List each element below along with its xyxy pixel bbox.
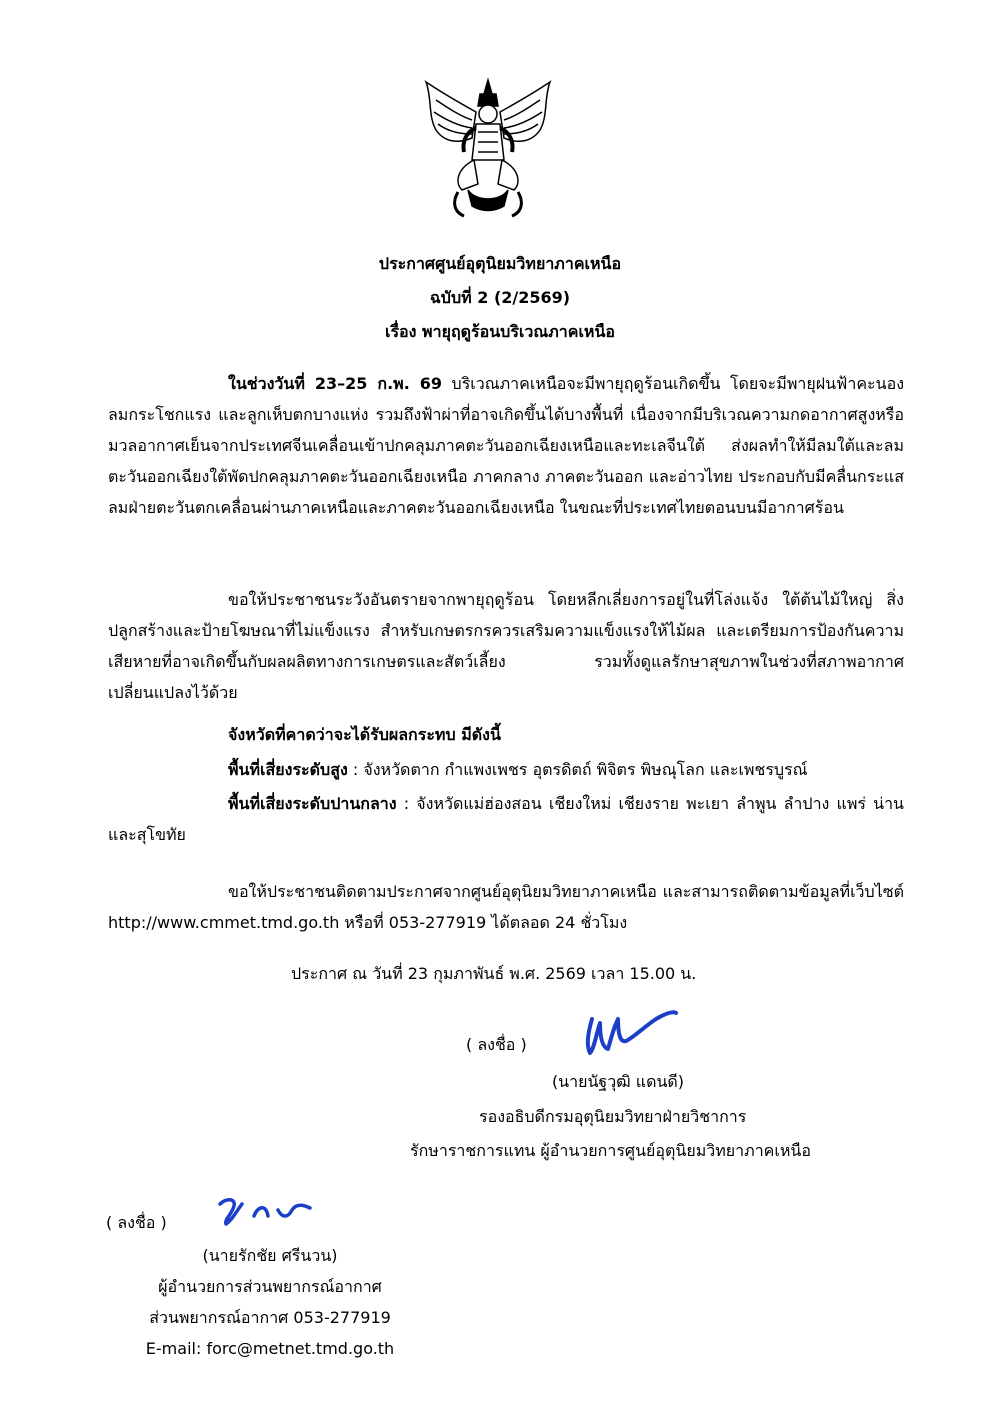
signer2-sign-label: ( ลงชื่อ ) bbox=[106, 1213, 167, 1232]
signer2-block bbox=[120, 1240, 420, 1364]
signer2-position: ผู้อำนวยการส่วนพยากรณ์อากาศ bbox=[158, 1277, 382, 1296]
high-risk-label: พื้นที่เสี่ยงระดับสูง bbox=[228, 760, 348, 779]
paragraph-advice: ขอให้ประชาชนระวังอันตรายจากพายุฤดูร้อน โดยหลีกเลี่ยงการอยู่ในที่โล่งแจ้ง ใต้ต้นไม้ใหญ่ สิ่งปลูกสร้างและป้ายโฆษณาที่ไม่แข็งแรง สำหรับเกษตรกรควรเสริมความแข็งแรงให้ไม้ผล และเตรียมการป้องกันความเสียหายที่อาจเกิดขึ้นกับผลผลิตทางการเกษตรและสัตว์เลี้ยง รวมทั้งดูแลรักษาสุขภาพในช่วงที่สภาพอากาศเปลี่ยนแปลงไว้ด้วย bbox=[108, 590, 904, 702]
medium-risk-provinces: : จังหวัดแม่ฮ่องสอน เชียงใหม่ เชียงราย พะเยา ลำพูน ลำปาง แพร่ น่าน และสุโขทัย bbox=[108, 794, 904, 844]
medium-risk-area bbox=[108, 788, 904, 850]
issue-number: ฉบับที่ 2 (2/2569) bbox=[429, 288, 571, 307]
signer1-acting: รักษาราชการแทน ผู้อำนวยการศูนย์อุตุนิยมวิทยาภาคเหนือ bbox=[410, 1141, 811, 1160]
signer1-sign-label: ( ลงชื่อ ) bbox=[466, 1035, 527, 1054]
signer1-name: (นายนัฐวุฒิ แดนดี) bbox=[551, 1072, 685, 1091]
paragraph-follow-up: ขอให้ประชาชนติดตามประกาศจากศูนย์อุตุนิยมวิทยาภาคเหนือ และสามารถติดตามข้อมูลที่เว็บไซต์ http://www.cmmet.tmd.go.th หรือที่ 053-277919 ได้ตลอด 24 ชั่วโมง bbox=[108, 882, 904, 932]
high-risk-provinces: : จังหวัดตาก กำแพงเพชร อุตรดิตถ์ พิจิตร พิษณุโลก และเพชรบูรณ์ bbox=[347, 760, 808, 779]
announcement-title: ประกาศศูนย์อุตุนิยมวิทยาภาคเหนือ bbox=[378, 254, 622, 273]
signer1-block bbox=[440, 1066, 796, 1097]
garuda-emblem-icon bbox=[418, 72, 558, 220]
medium-risk-label: พื้นที่เสี่ยงระดับปานกลาง bbox=[228, 794, 397, 813]
signer1-position: รองอธิบดีกรมอุตุนิยมวิทยาฝ่ายวิชาการ bbox=[479, 1107, 747, 1126]
subject-line: เรื่อง พายุฤดูร้อนบริเวณภาคเหนือ bbox=[384, 322, 616, 341]
signer1-signature bbox=[578, 1005, 678, 1060]
forecast-period: ในช่วงวันที่ 23–25 ก.พ. 69 bbox=[228, 374, 443, 393]
paragraph-forecast bbox=[108, 368, 904, 523]
signer2-signature bbox=[214, 1190, 314, 1230]
signer2-email[interactable]: E-mail: forc@metnet.tmd.go.th bbox=[145, 1339, 395, 1358]
announcement-date: ประกาศ ณ วันที่ 23 กุมภาพันธ์ พ.ศ. 2569 เวลา 15.00 น. bbox=[291, 964, 697, 983]
affected-heading: จังหวัดที่คาดว่าจะได้รับผลกระทบ มีดังนี้ bbox=[228, 725, 501, 744]
high-risk-area bbox=[228, 758, 808, 783]
signer2-unit: ส่วนพยากรณ์อากาศ 053-277919 bbox=[149, 1308, 391, 1327]
signer2-name: (นายรักชัย ศรีนวน) bbox=[202, 1246, 338, 1265]
forecast-text: บริเวณภาคเหนือจะมีพายุฤดูร้อนเกิดขึ้น โดยจะมีพายุฝนฟ้าคะนอง ลมกระโชกแรง และลูกเห็บตกบางแห่ง รวมถึงฟ้าผ่าที่อาจเกิดขึ้นได้บางพื้นที่ เนื่องจากมีบริเวณความกดอากาศสูงหรือมวลอากาศเย็นจากประเทศจีนเคลื่อนเข้าปกคลุมภาคตะวันออกเฉียงเหนือและทะเลจีนใต้ ส่งผลทำให้มีลมใต้และลมตะวันออกเฉียงใต้พัดปกคลุมภาคตะวันออกเฉียงเหนือ ภาคกลาง ภาคตะวันออก และอ่าวไทย ประกอบกับมีคลื่นกระแสลมฝ่ายตะวันตกเคลื่อนผ่านภาคเหนือและภาคตะวันออกเฉียงเหนือ ในขณะที่ประเทศไทยตอนบนมีอากาศร้อน bbox=[108, 374, 905, 517]
